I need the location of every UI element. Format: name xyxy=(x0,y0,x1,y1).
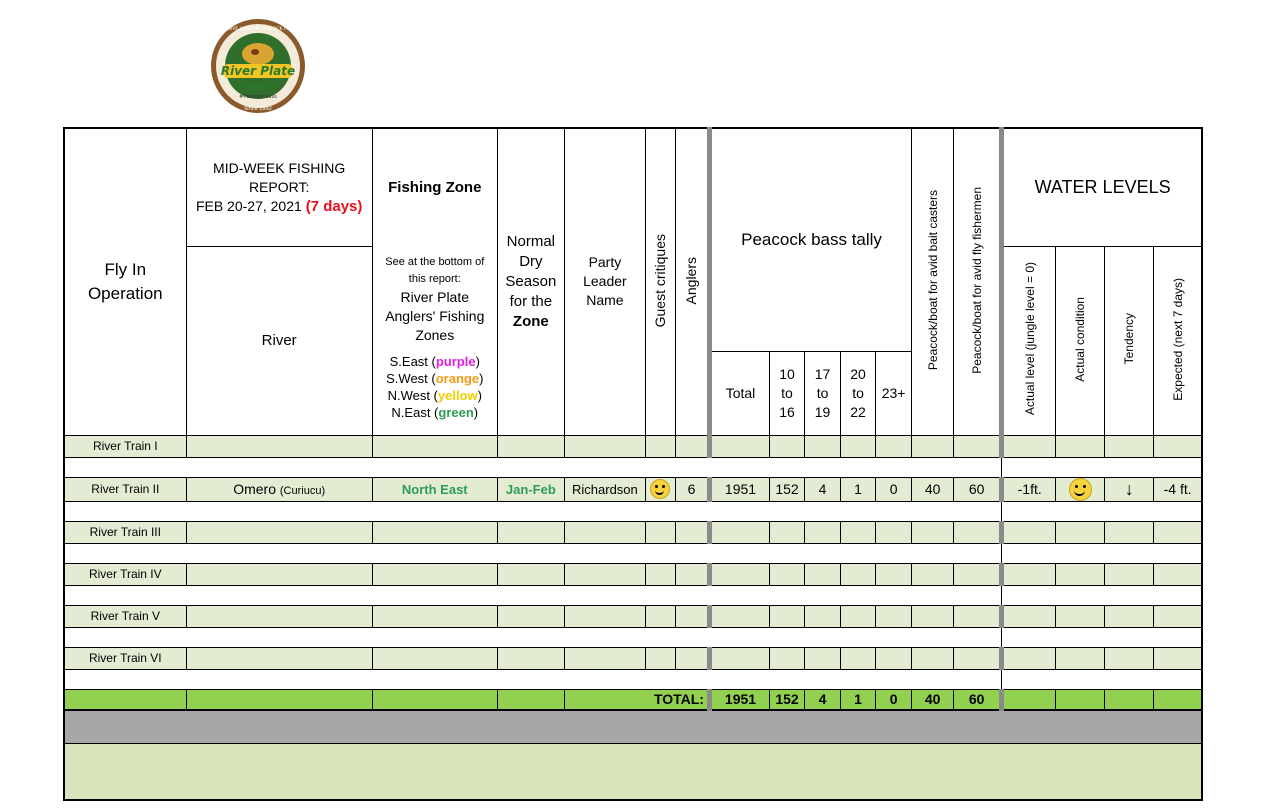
tally-20-22-header: 20 to 22 xyxy=(841,351,876,435)
zone-northwest: N.West (yellow) xyxy=(387,388,482,403)
water-expected-header: Expected (next 7 days) xyxy=(1154,246,1202,435)
water-actual-level-header: Actual level (jungle level = 0) xyxy=(1002,246,1056,435)
logo-tag-text: #Peacock bass xyxy=(239,94,277,100)
zone-link: River Plate Anglers' Fishing Zones xyxy=(385,289,485,343)
zone-southwest: S.West (orange) xyxy=(386,371,484,386)
season-header: Normal Dry Season for the Zone xyxy=(497,128,564,435)
total-row xyxy=(64,689,1202,710)
row-17-19: 4 xyxy=(805,477,841,501)
row-20-22: 1 xyxy=(841,477,876,501)
zone-note: See at the bottom of this report: xyxy=(385,256,485,285)
river-header: River xyxy=(186,246,372,435)
row-fly: 60 xyxy=(954,477,1002,501)
guest-critiques-header: Guest critiques xyxy=(645,128,675,435)
fly-fishermen-header: Peacock/boat for avid fly fishermen xyxy=(954,128,1002,435)
zone-northeast: N.East (green) xyxy=(391,405,479,420)
row-name: River Train V xyxy=(64,605,186,627)
row-name: River Train I xyxy=(64,435,186,457)
total-fly: 60 xyxy=(954,689,1002,710)
fishing-zone-header xyxy=(372,128,497,435)
row-name: River Train III xyxy=(64,521,186,543)
total-label: TOTAL: xyxy=(564,689,709,710)
logo-since-text: Since 1992 xyxy=(244,106,272,112)
gray-separator-bar xyxy=(64,710,1202,744)
river-plate-anglers-logo xyxy=(210,18,306,114)
zone-southeast: S.East (purple) xyxy=(389,354,480,369)
row-water-level: -1ft. xyxy=(1002,477,1056,501)
tally-17-19-header: 17 to 19 xyxy=(805,351,841,435)
table-row xyxy=(64,563,1202,585)
report-title: MID-WEEK FISHING REPORT: xyxy=(213,159,346,195)
row-river: Omero (Curiucu) xyxy=(186,477,372,501)
row-leader: Richardson xyxy=(564,477,645,501)
logo-sub-text: Anglers xyxy=(238,81,278,91)
smiley-icon xyxy=(650,479,670,499)
row-zone: North East xyxy=(372,477,497,501)
row-bait: 40 xyxy=(912,477,954,501)
table-row xyxy=(64,605,1202,627)
smiley-icon xyxy=(1069,478,1092,501)
tally-total-header: Total xyxy=(709,351,769,435)
total-bait: 40 xyxy=(912,689,954,710)
table-row xyxy=(64,435,1202,457)
report-title-cell xyxy=(186,128,372,246)
row-water-condition xyxy=(1056,477,1105,501)
water-condition-header: Actual condition xyxy=(1056,246,1105,435)
row-name: River Train IV xyxy=(64,563,186,585)
total-10-16: 152 xyxy=(770,689,805,710)
row-23-plus: 0 xyxy=(876,477,912,501)
table-row xyxy=(64,647,1202,669)
row-name: River Train II xyxy=(64,477,186,501)
row-name: River Train VI xyxy=(64,647,186,669)
water-tendency-header: Tendency xyxy=(1105,246,1154,435)
total-17-19: 4 xyxy=(805,689,841,710)
total-23-plus: 0 xyxy=(876,689,912,710)
row-anglers: 6 xyxy=(675,477,709,501)
fishing-report-table xyxy=(63,127,1203,801)
table-row xyxy=(64,477,1202,501)
row-10-16: 152 xyxy=(770,477,805,501)
zone-legend xyxy=(373,353,497,421)
tally-23-plus-header: 23+ xyxy=(876,351,912,435)
report-days: (7 days) xyxy=(305,197,363,215)
row-total: 1951 xyxy=(709,477,769,501)
anglers-header: Anglers xyxy=(675,128,709,435)
row-tendency xyxy=(1105,477,1154,501)
tally-header: Peacock bass tally xyxy=(709,128,911,351)
party-leader-header: Party Leader Name xyxy=(564,128,645,435)
report-dates: FEB 20-27, 2021 xyxy=(195,197,302,214)
water-levels-header: WATER LEVELS xyxy=(1002,128,1202,246)
fishing-zone-title: Fishing Zone xyxy=(388,179,482,196)
fly-in-header: Fly In Operation xyxy=(64,128,186,435)
row-guest-critique xyxy=(645,477,675,501)
arrow-down-icon: ↓ xyxy=(1124,478,1134,499)
logo-arc-text: EXCLUSIVE AMAZON PEACOCK FISHING xyxy=(213,27,303,32)
logo-main-text: River Plate xyxy=(220,64,296,78)
table-row xyxy=(64,521,1202,543)
footer-notes-area xyxy=(64,743,1202,800)
tally-10-16-header: 10 to 16 xyxy=(770,351,805,435)
total-20-22: 1 xyxy=(841,689,876,710)
row-expected: -4 ft. xyxy=(1154,477,1202,501)
bait-casters-header: Peacock/boat for avid bait casters xyxy=(912,128,954,435)
total-total: 1951 xyxy=(709,689,769,710)
row-season: Jan-Feb xyxy=(497,477,564,501)
